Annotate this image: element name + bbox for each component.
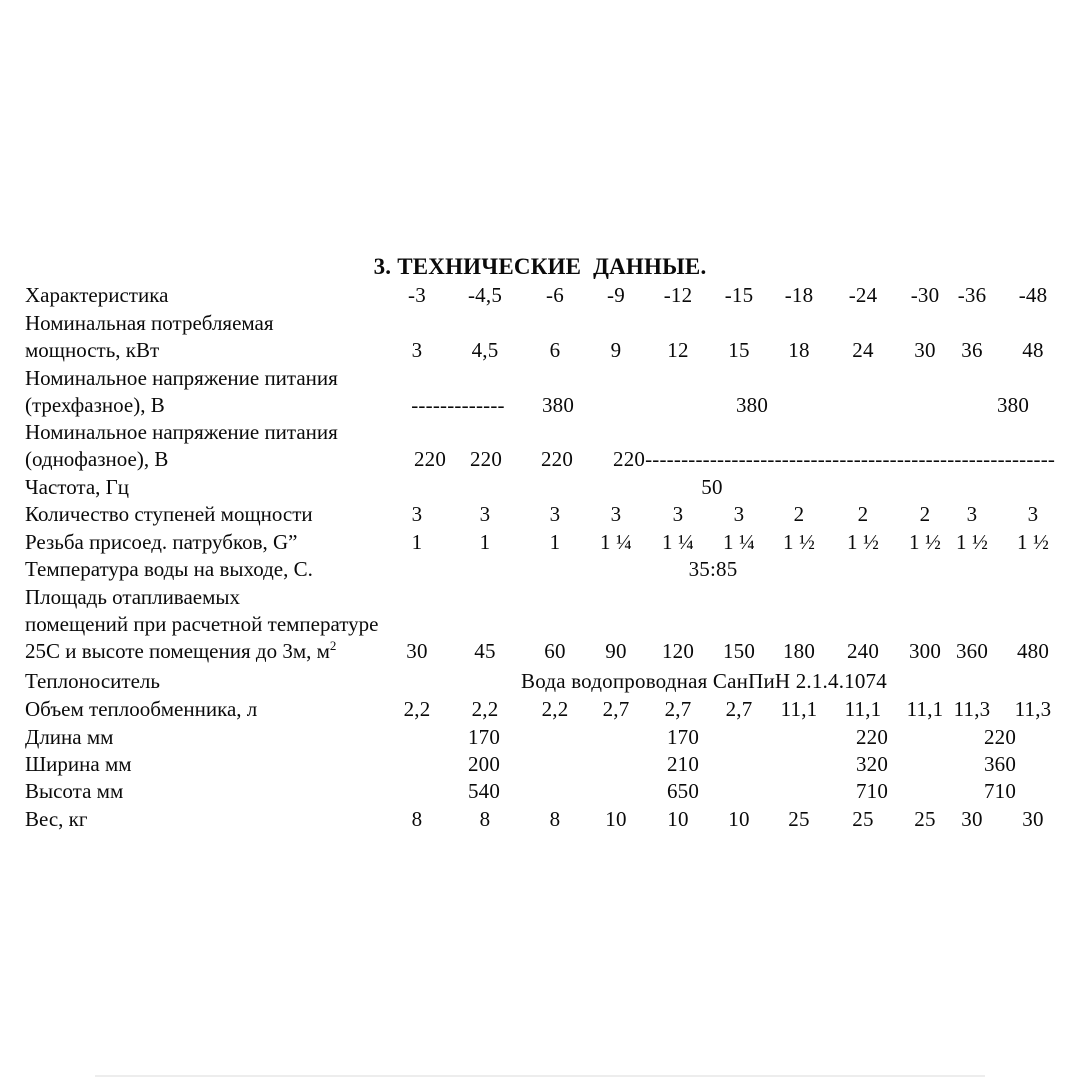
header-row-label: Характеристика	[25, 283, 169, 307]
coolant-row	[0, 669, 1080, 697]
exchanger-volume-row-value: 11,3	[953, 697, 991, 721]
header-row-value: -24	[848, 283, 878, 307]
area-label-2	[0, 612, 1080, 640]
height-row-value: 540	[467, 779, 501, 803]
power-steps-row-value: 3	[1027, 502, 1039, 526]
thread-row-value: 1 ¼	[661, 530, 695, 554]
area-values-value: 120	[661, 639, 695, 663]
area-values-value: 480	[1016, 639, 1050, 663]
length-row	[0, 725, 1080, 753]
exchanger-volume-row-value: 2,2	[471, 697, 499, 721]
header-row-value: -6	[546, 283, 564, 307]
area-values-value: 90	[605, 639, 627, 663]
area-label-1-label: Площадь отапливаемых	[25, 585, 240, 609]
power-values-value: 9	[610, 338, 622, 362]
weight-row	[0, 807, 1080, 835]
voltage-3phase-values-label: (трехфазное), В	[25, 393, 165, 417]
header-row-value: -3	[408, 283, 426, 307]
power-values-value: 24	[852, 338, 874, 362]
header-row-value: -48	[1018, 283, 1048, 307]
header-row	[0, 283, 1080, 311]
thread-row-value: 1	[549, 530, 561, 554]
power-values-value: 12	[667, 338, 689, 362]
width-row	[0, 752, 1080, 780]
voltage-3phase-values-value: -------------	[411, 393, 505, 417]
area-values-value: 300	[908, 639, 942, 663]
power-steps-row-value: 3	[672, 502, 684, 526]
coolant-row-label: Теплоноситель	[25, 669, 160, 693]
exchanger-volume-row-value: 2,2	[403, 697, 431, 721]
thread-row-value: 1 ¼	[722, 530, 756, 554]
height-row-value: 710	[983, 779, 1017, 803]
water-temp-row-label: Температура воды на выходе, С.	[25, 557, 313, 581]
frequency-row-label: Частота, Гц	[25, 475, 130, 499]
width-row-value: 210	[666, 752, 700, 776]
power-values-value: 30	[914, 338, 936, 362]
power-values-label: мощность, кВт	[25, 338, 160, 362]
power-label-label: Номинальная потребляемая	[25, 311, 274, 335]
exchanger-volume-row-label: Объем теплообменника, л	[25, 697, 258, 721]
page-bottom-edge	[95, 1075, 985, 1077]
thread-row-value: 1 ½	[782, 530, 816, 554]
area-values-value: 45	[474, 639, 496, 663]
weight-row-value: 10	[728, 807, 750, 831]
voltage-1phase-label	[0, 420, 1080, 448]
area-label-2-label: помещений при расчетной температуре	[25, 612, 379, 636]
voltage-3phase-values-value: 380	[541, 393, 575, 417]
power-steps-row-value: 3	[966, 502, 978, 526]
coolant-row-value: Вода водопроводная СанПиН 2.1.4.1074	[521, 669, 887, 693]
weight-row-value: 25	[914, 807, 936, 831]
voltage-3phase-label-label: Номинальное напряжение питания	[25, 366, 338, 390]
thread-row-value: 1	[479, 530, 491, 554]
exchanger-volume-row	[0, 697, 1080, 725]
power-values-value: 18	[788, 338, 810, 362]
thread-row-value: 1 ¼	[599, 530, 633, 554]
thread-row	[0, 530, 1080, 558]
header-row-value: -4,5	[467, 283, 503, 307]
voltage-1phase-values-value: 220	[413, 447, 447, 471]
weight-row-value: 25	[852, 807, 874, 831]
length-row-label: Длина мм	[25, 725, 114, 749]
weight-row-value: 10	[605, 807, 627, 831]
header-row-value: -12	[663, 283, 693, 307]
exchanger-volume-row-value: 2,7	[664, 697, 692, 721]
area-label-1	[0, 585, 1080, 613]
width-row-value: 200	[467, 752, 501, 776]
power-steps-row-value: 2	[857, 502, 869, 526]
weight-row-value: 30	[1022, 807, 1044, 831]
frequency-row	[0, 475, 1080, 503]
power-label	[0, 311, 1080, 339]
exchanger-volume-row-value: 2,7	[602, 697, 630, 721]
voltage-1phase-values-value: 220	[540, 447, 574, 471]
thread-row-value: 1 ½	[955, 530, 989, 554]
voltage-3phase-label	[0, 366, 1080, 394]
power-steps-row-value: 2	[793, 502, 805, 526]
power-steps-row-value: 2	[919, 502, 931, 526]
voltage-3phase-values-value: 380	[735, 393, 769, 417]
exchanger-volume-row-value: 11,1	[780, 697, 818, 721]
thread-row-value: 1 ½	[908, 530, 942, 554]
voltage-3phase-values-value: 380	[996, 393, 1030, 417]
area-values-value: 150	[722, 639, 756, 663]
length-row-value: 220	[983, 725, 1017, 749]
area-values-value: 60	[544, 639, 566, 663]
water-temp-row	[0, 557, 1080, 585]
area-values-label: 25С и высоте помещения до 3м, $м^2$	[25, 638, 337, 663]
header-row-value: -36	[957, 283, 987, 307]
exchanger-volume-row-value: 2,2	[541, 697, 569, 721]
power-steps-row	[0, 502, 1080, 530]
exchanger-volume-row-value: 11,1	[906, 697, 944, 721]
thread-row-value: 1 ½	[846, 530, 880, 554]
area-values-value: 360	[955, 639, 989, 663]
weight-row-value: 8	[479, 807, 491, 831]
area-values-value: 30	[406, 639, 428, 663]
power-steps-row-value: 3	[411, 502, 423, 526]
header-row-value: -15	[724, 283, 754, 307]
weight-row-value: 8	[549, 807, 561, 831]
width-row-label: Ширина мм	[25, 752, 132, 776]
power-values-value: 15	[728, 338, 750, 362]
header-row-value: -30	[910, 283, 940, 307]
power-values-value: 36	[961, 338, 983, 362]
thread-row-label: Резьба присоед. патрубков, G”	[25, 530, 298, 554]
length-row-value: 170	[467, 725, 501, 749]
power-steps-row-label: Количество ступеней мощности	[25, 502, 313, 526]
power-steps-row-value: 3	[610, 502, 622, 526]
power-steps-row-value: 3	[549, 502, 561, 526]
area-values	[0, 639, 1080, 667]
power-steps-row-value: 3	[479, 502, 491, 526]
power-values	[0, 338, 1080, 366]
power-steps-row-value: 3	[733, 502, 745, 526]
length-row-value: 170	[666, 725, 700, 749]
length-row-value: 220	[855, 725, 889, 749]
height-row-value: 650	[666, 779, 700, 803]
voltage-1phase-values-label: (однофазное), В	[25, 447, 169, 471]
weight-row-label: Вес, кг	[25, 807, 88, 831]
weight-row-value: 25	[788, 807, 810, 831]
exchanger-volume-row-value: 11,3	[1014, 697, 1052, 721]
power-values-value: 48	[1022, 338, 1044, 362]
height-row-value: 710	[855, 779, 889, 803]
voltage-1phase-values-value: 220	[469, 447, 503, 471]
weight-row-value: 10	[667, 807, 689, 831]
header-row-value: -9	[607, 283, 625, 307]
width-row-value: 320	[855, 752, 889, 776]
voltage-1phase-values-value: 220---------------------------------------------------------	[613, 447, 1056, 471]
thread-row-value: 1 ½	[1016, 530, 1050, 554]
voltage-1phase-label-label: Номинальное напряжение питания	[25, 420, 338, 444]
height-row	[0, 779, 1080, 807]
thread-row-value: 1	[411, 530, 423, 554]
weight-row-value: 30	[961, 807, 983, 831]
voltage-1phase-values	[0, 447, 1080, 475]
power-values-value: 3	[411, 338, 423, 362]
height-row-label: Высота мм	[25, 779, 124, 803]
header-row-value: -18	[784, 283, 814, 307]
water-temp-row-value: 35:85	[688, 557, 738, 581]
power-values-value: 6	[549, 338, 561, 362]
exchanger-volume-row-value: 2,7	[725, 697, 753, 721]
area-values-value: 240	[846, 639, 880, 663]
power-values-value: 4,5	[471, 338, 499, 362]
section-title: 3. ТЕХНИЧЕСКИЕ ДАННЫЕ.	[373, 254, 707, 279]
width-row-value: 360	[983, 752, 1017, 776]
frequency-row-value: 50	[701, 475, 723, 499]
area-values-value: 180	[782, 639, 816, 663]
weight-row-value: 8	[411, 807, 423, 831]
voltage-3phase-values	[0, 393, 1080, 421]
exchanger-volume-row-value: 11,1	[844, 697, 882, 721]
